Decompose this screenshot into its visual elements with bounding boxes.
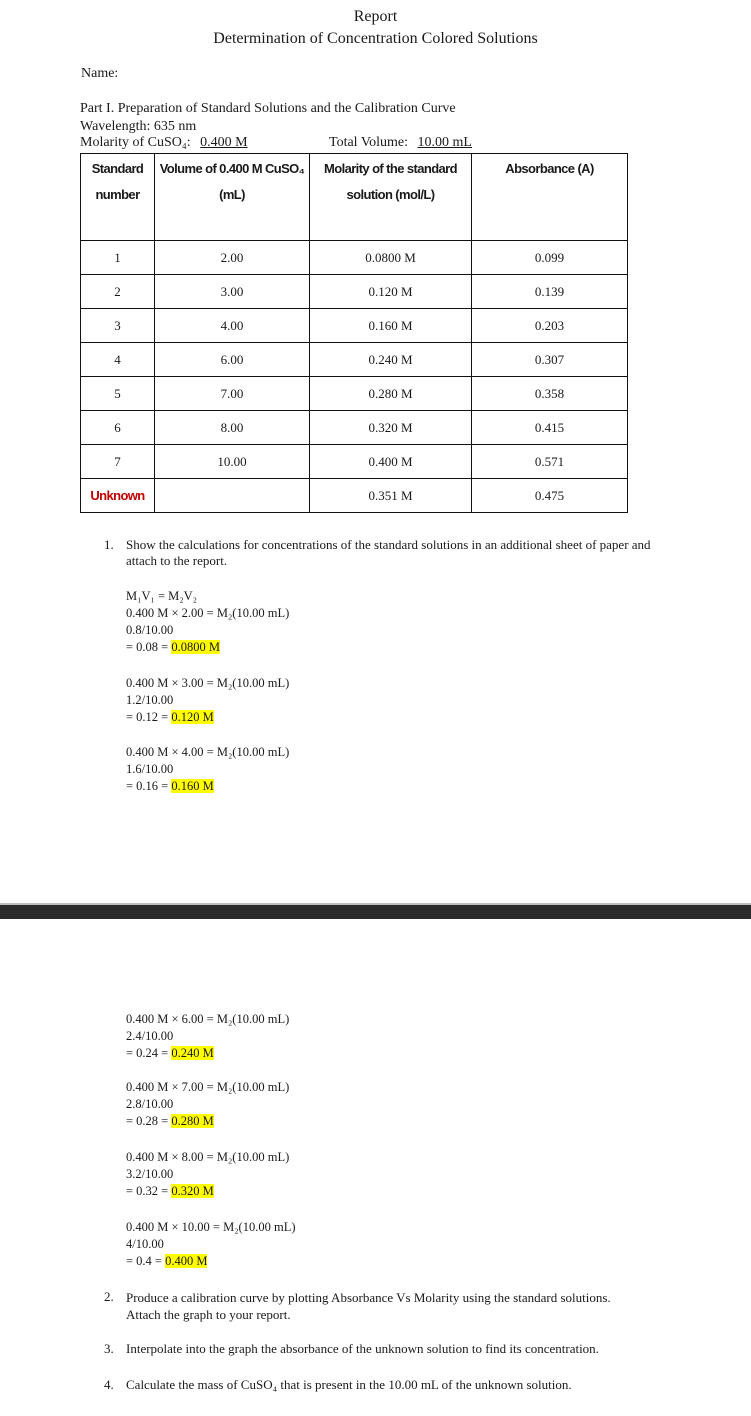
- cell-volume: 3.00: [155, 275, 310, 309]
- standards-table: [80, 153, 628, 513]
- formula: M₁V₁ = M₂V₂: [126, 589, 198, 603]
- result-highlight: 0.240 M: [171, 1046, 214, 1060]
- cell-standard: 6: [81, 411, 155, 445]
- cell-molarity: 0.0800 M: [310, 241, 472, 275]
- cell-molarity: 0.280 M: [310, 377, 472, 411]
- result-highlight: 0.0800 M: [171, 640, 220, 654]
- table-row: [81, 309, 628, 343]
- cell-volume: [155, 479, 310, 513]
- total-volume-value: 10.00 mL: [417, 135, 472, 150]
- cell-standard: 3: [81, 309, 155, 343]
- calc-block: 0.400 M × 10.00 = M₂(10.00 mL) 4/10.00 = 0.4 = 0.400 M: [126, 1220, 296, 1268]
- cell-absorbance: 0.571: [472, 445, 628, 479]
- table-row: [81, 275, 628, 309]
- question-3: 3. Interpolate into the graph the absorbance of the unknown solution to find its concentration.: [104, 1341, 599, 1356]
- calc-block: 0.400 M × 7.00 = M₂(10.00 mL) 2.8/10.00 = 0.28 = 0.280 M: [126, 1080, 290, 1128]
- calc-block: 0.400 M × 4.00 = M₂(10.00 mL) 1.6/10.00 = 0.16 = 0.160 M: [126, 745, 290, 793]
- page-divider: [0, 905, 751, 919]
- result-highlight: 0.120 M: [171, 710, 214, 724]
- header-standard: Standard number: [81, 154, 155, 241]
- cell-molarity: 0.160 M: [310, 309, 472, 343]
- calc-block: 0.400 M × 8.00 = M₂(10.00 mL) 3.2/10.00 = 0.32 = 0.320 M: [126, 1150, 290, 1198]
- calc-block: 0.400 M × 3.00 = M₂(10.00 mL) 1.2/10.00 = 0.12 = 0.120 M: [126, 676, 290, 724]
- cell-standard: 4: [81, 343, 155, 377]
- result-highlight: 0.320 M: [171, 1184, 214, 1198]
- cell-volume: 2.00: [155, 241, 310, 275]
- question-4: 4. Calculate the mass of CuSO₄ that is present in the 10.00 mL of the unknown solution.: [104, 1377, 572, 1392]
- cell-absorbance: 0.099: [472, 241, 628, 275]
- result-highlight: 0.160 M: [171, 779, 214, 793]
- cell-standard: 7: [81, 445, 155, 479]
- cell-absorbance: 0.139: [472, 275, 628, 309]
- table-row: [81, 411, 628, 445]
- cell-volume: 10.00: [155, 445, 310, 479]
- header-molarity: Molarity of the standard solution (mol/L): [310, 154, 472, 241]
- cell-standard-unknown: Unknown: [81, 479, 155, 513]
- question-2: 2. Produce a calibration curve by plotting Absorbance Vs Molarity using the standard solutions. Attach the graph to your report.: [104, 1289, 611, 1322]
- cell-molarity: 0.320 M: [310, 411, 472, 445]
- cell-absorbance: 0.475: [472, 479, 628, 513]
- result-highlight: 0.280 M: [171, 1114, 214, 1128]
- table-row-unknown: [81, 479, 628, 513]
- cell-standard: 2: [81, 275, 155, 309]
- cell-molarity: 0.120 M: [310, 275, 472, 309]
- cell-standard: 5: [81, 377, 155, 411]
- molarity-label: Molarity of CuSO₄:: [80, 135, 191, 150]
- total-volume-label: Total Volume:: [329, 135, 409, 150]
- name-label: Name:: [81, 66, 119, 81]
- report-subtitle: Determination of Concentration Colored Solutions: [213, 30, 538, 47]
- report-title: Report: [353, 8, 398, 25]
- cell-volume: 6.00: [155, 343, 310, 377]
- calc-block: 0.400 M × 2.00 = M₂(10.00 mL) 0.8/10.00 = 0.08 = 0.0800 M: [126, 606, 290, 654]
- wavelength: Wavelength: 635 nm: [80, 119, 197, 134]
- table-row: [81, 241, 628, 275]
- cell-standard: 1: [81, 241, 155, 275]
- cell-molarity: 0.240 M: [310, 343, 472, 377]
- result-highlight: 0.400 M: [165, 1254, 208, 1268]
- cell-volume: 4.00: [155, 309, 310, 343]
- cell-absorbance: 0.358: [472, 377, 628, 411]
- cell-absorbance: 0.307: [472, 343, 628, 377]
- table-row: [81, 445, 628, 479]
- molarity-value: 0.400 M: [200, 135, 248, 150]
- cell-molarity: 0.351 M: [310, 479, 472, 513]
- header-volume: Volume of 0.400 M CuSO₄ (mL): [155, 154, 310, 241]
- calc-block: 0.400 M × 6.00 = M₂(10.00 mL) 2.4/10.00 = 0.24 = 0.240 M: [126, 1012, 290, 1060]
- table-row: [81, 343, 628, 377]
- question-1: 1. Show the calculations for concentrations of the standard solutions in an additional sheet of paper and attach to the report.: [104, 537, 651, 568]
- cell-molarity: 0.400 M: [310, 445, 472, 479]
- table-row: [81, 377, 628, 411]
- cell-volume: 7.00: [155, 377, 310, 411]
- cell-volume: 8.00: [155, 411, 310, 445]
- cell-absorbance: 0.203: [472, 309, 628, 343]
- total-volume-line: [329, 135, 472, 151]
- header-absorbance: Absorbance (A): [472, 154, 628, 241]
- part-title: Part I. Preparation of Standard Solutions and the Calibration Curve: [80, 101, 456, 116]
- molarity-line: [80, 135, 252, 151]
- cell-absorbance: 0.415: [472, 411, 628, 445]
